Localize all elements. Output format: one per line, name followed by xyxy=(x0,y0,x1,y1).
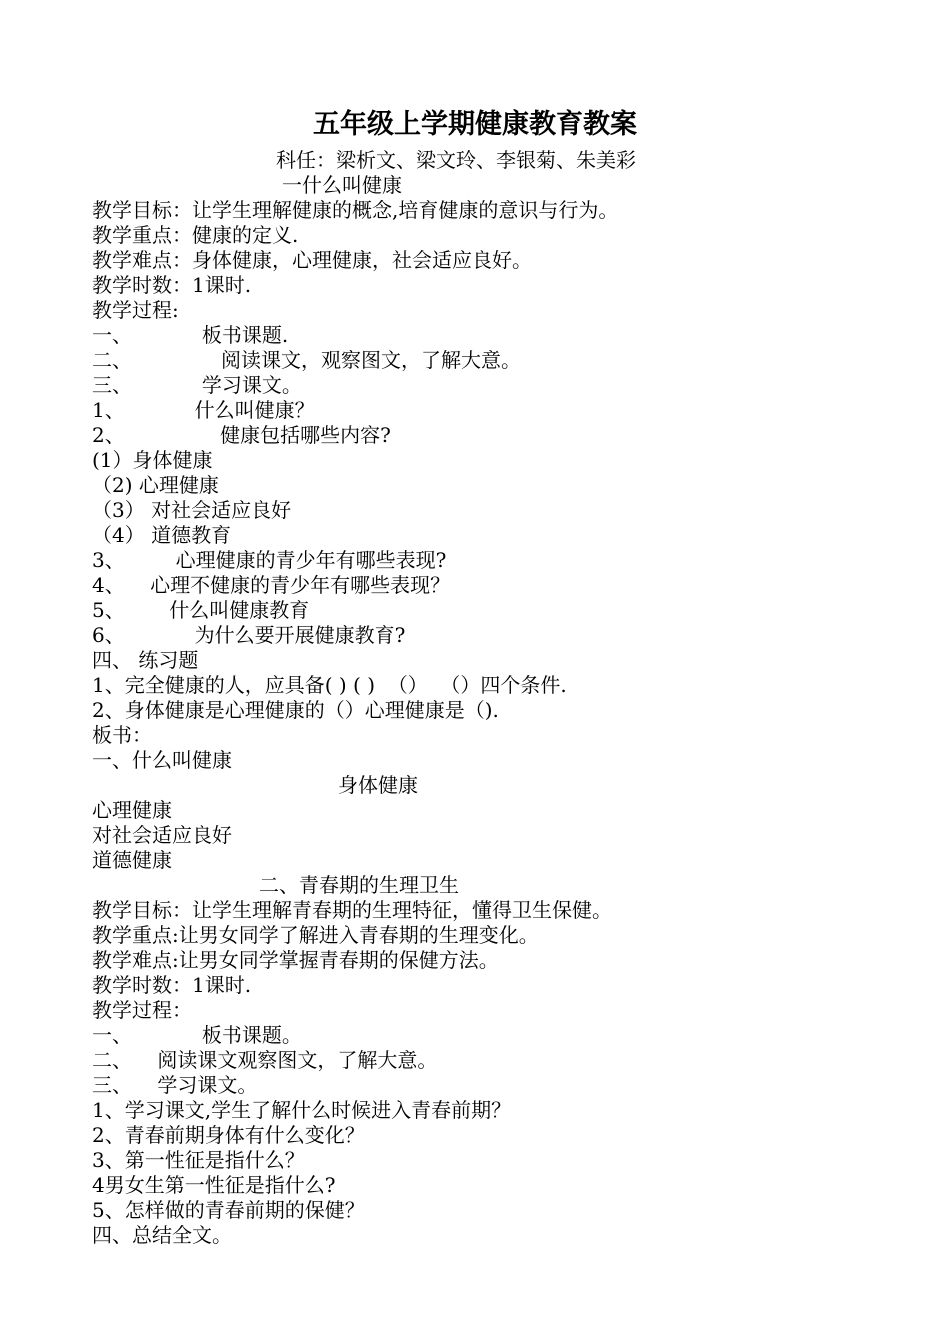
text-line: 对社会适应良好 xyxy=(92,823,232,847)
text-line: 四、总结全文。 xyxy=(92,1223,232,1247)
text-line: 一、什么叫健康 xyxy=(92,748,232,772)
text-line: （2) 心理健康 xyxy=(92,473,219,497)
text-line: 5、 什么叫健康教育 xyxy=(92,598,310,622)
text-line: 5、怎样做的青春前期的保健？ xyxy=(92,1198,365,1222)
text-line: 一、 板书课题. xyxy=(92,323,289,347)
text-line: 三、 学习课文。 xyxy=(92,1073,258,1097)
text-line: 心理健康 xyxy=(92,798,172,822)
text-line: 一、 板书课题。 xyxy=(92,1023,302,1047)
text-line: 二、 阅读课文观察图文，了解大意。 xyxy=(92,1048,438,1072)
text-line: 教学目标：让学生理解青春期的生理特征，懂得卫生保健。 xyxy=(92,898,612,922)
document-title: 五年级上学期健康教育教案 xyxy=(313,109,637,140)
text-line: （3） 对社会适应良好 xyxy=(92,498,292,522)
text-line: （4） 道德教育 xyxy=(92,523,232,547)
text-line: 1、学习课文,学生了解什么时候进入青春前期？ xyxy=(92,1098,512,1122)
text-line: 三、 学习课文。 xyxy=(92,373,302,397)
text-line: 4男女生第一性征是指什么? xyxy=(92,1173,336,1197)
text-line: 教学时数：1课时. xyxy=(92,973,252,997)
text-line: 四、 练习题 xyxy=(92,648,199,672)
board-item-centered: 身体健康 xyxy=(338,773,418,797)
text-line: 二、 阅读课文，观察图文，了解大意。 xyxy=(92,348,522,372)
text-line: 道德健康 xyxy=(92,848,172,872)
text-line: 教学过程： xyxy=(92,998,192,1022)
text-line: 教学重点:让男女同学了解进入青春期的生理变化。 xyxy=(92,923,539,947)
text-line: 3、第一性征是指什么？ xyxy=(92,1148,305,1172)
text-line: 教学难点：身体健康，心理健康，社会适应良好。 xyxy=(92,248,532,272)
section-heading-1: 一什么叫健康 xyxy=(282,173,402,197)
text-line: 1、 什么叫健康？ xyxy=(92,398,315,422)
text-line: 板书： xyxy=(92,723,152,747)
text-line: 教学难点:让男女同学掌握青春期的保健方法。 xyxy=(92,948,499,972)
text-line: 3、 心理健康的青少年有哪些表现? xyxy=(92,548,447,572)
text-line: 4、 心理不健康的青少年有哪些表现？ xyxy=(92,573,451,597)
text-line: 2、青春前期身体有什么变化？ xyxy=(92,1123,365,1147)
teachers-line: 科任：梁析文、梁文玲、李银菊、朱美彩 xyxy=(276,148,636,172)
text-line: 教学时数：1课时. xyxy=(92,273,252,297)
text-line: 教学重点：健康的定义. xyxy=(92,223,299,247)
text-line: 1、完全健康的人，应具备( ) ( ) （） （）四个条件. xyxy=(92,673,567,697)
text-line: 6、 为什么要开展健康教育? xyxy=(92,623,406,647)
section-heading-2: 二、青春期的生理卫生 xyxy=(259,873,459,897)
text-line: (1）身体健康 xyxy=(92,448,213,472)
text-line: 教学目标：让学生理解健康的概念,培育健康的意识与行为。 xyxy=(92,198,619,222)
text-line: 2、 健康包括哪些内容? xyxy=(92,423,391,447)
text-line: 教学过程: xyxy=(92,298,179,322)
text-line: 2、身体健康是心理健康的（）心理健康是（). xyxy=(92,698,499,722)
